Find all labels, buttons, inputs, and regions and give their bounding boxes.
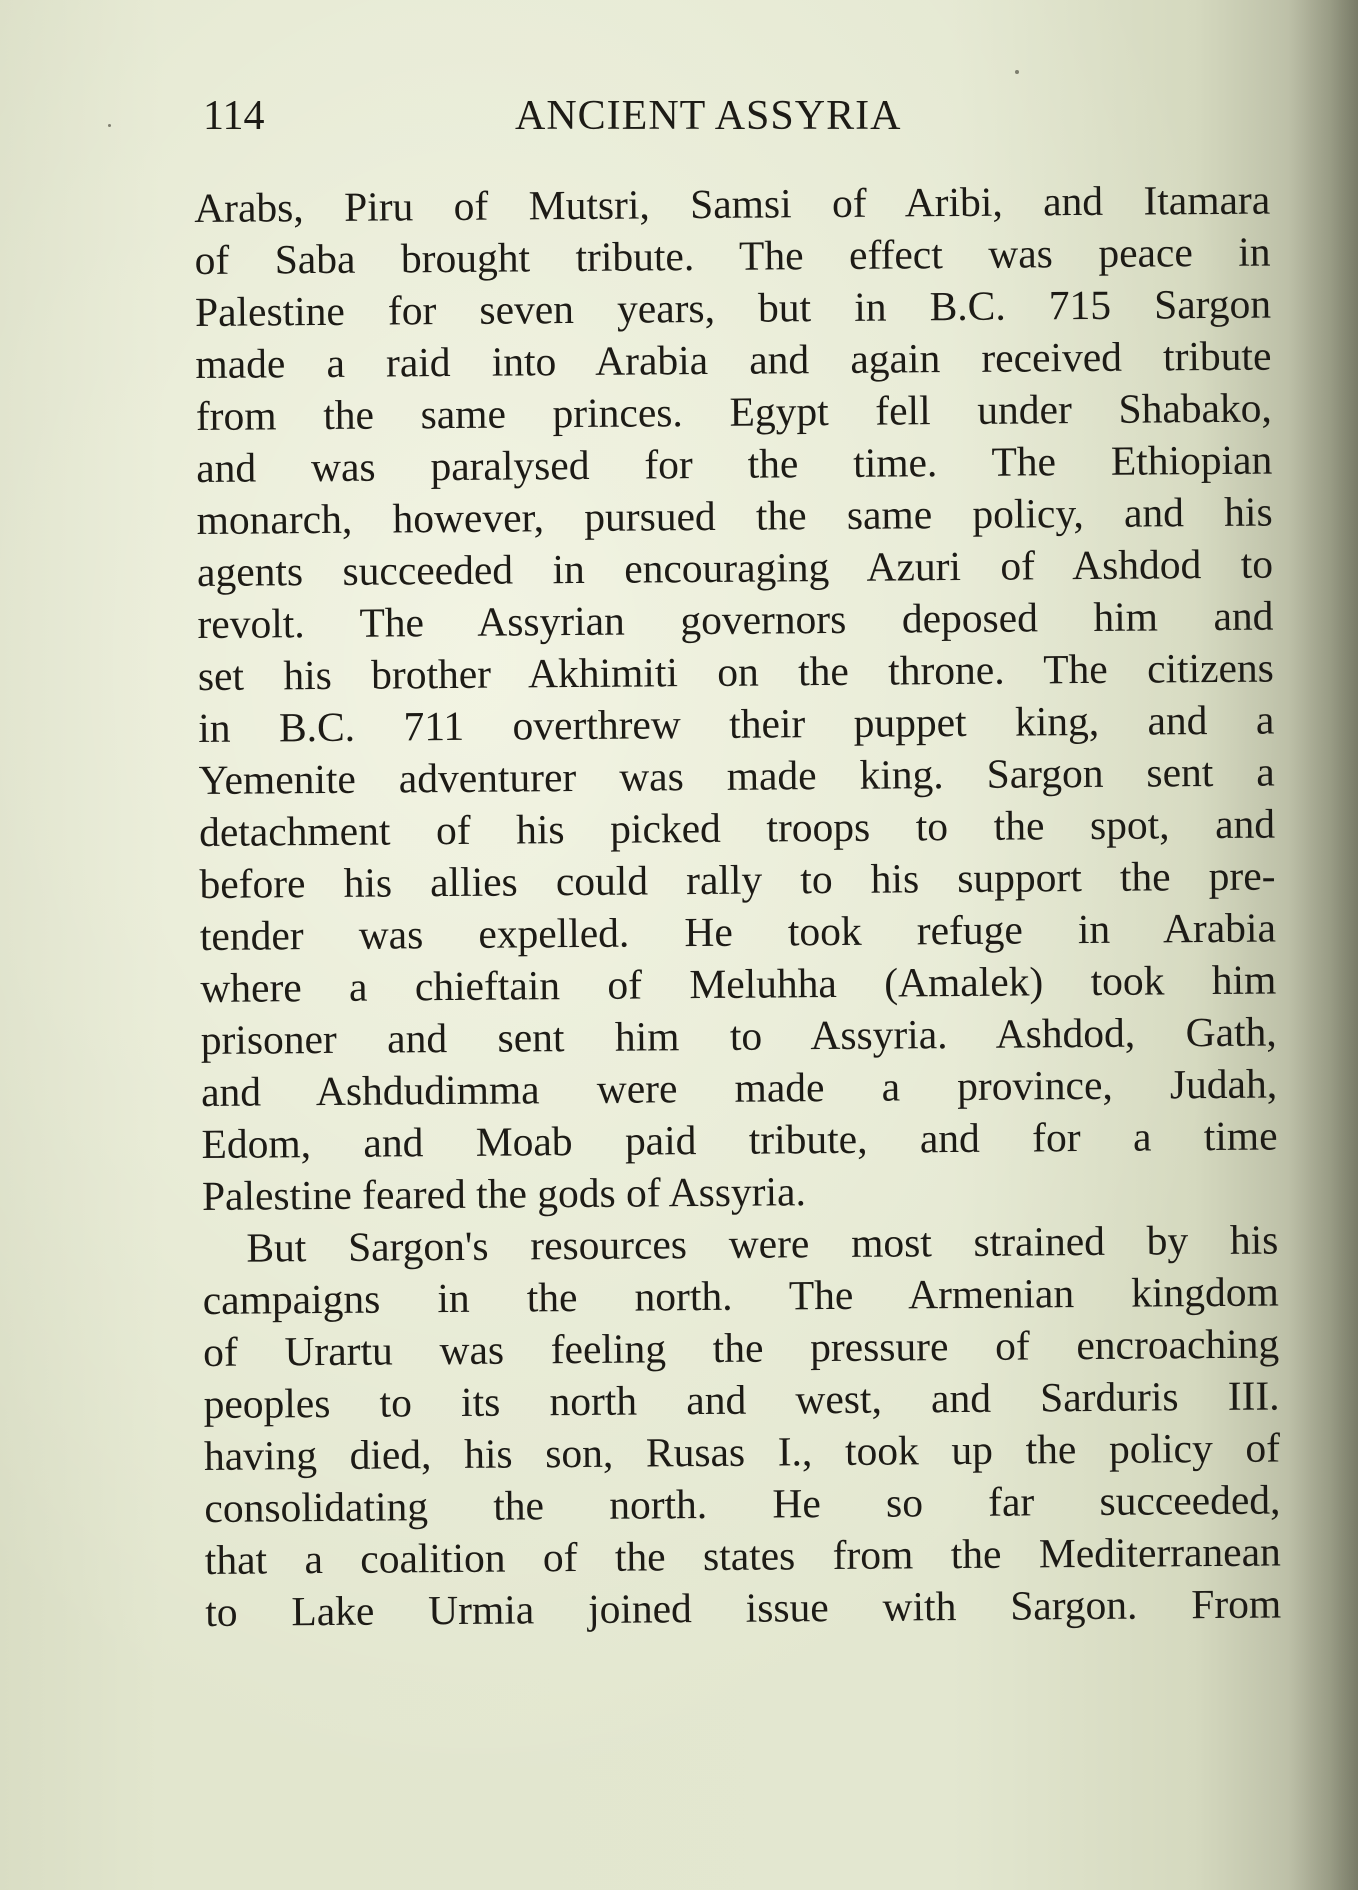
text-line: of Urartu was feeling the pressure of encroaching	[203, 1320, 1280, 1375]
text-line: Arabs, Piru of Mutsri, Samsi of Aribi, and Itamara	[194, 176, 1271, 231]
text-line: in B.C. 711 overthrew their puppet king, and a	[198, 696, 1275, 751]
paper-speck	[1015, 70, 1019, 74]
text-line: where a chieftain of Meluhha (Amalek) took him	[200, 956, 1277, 1011]
paragraph-end-line: Palestine feared the gods of Assyria.	[201, 1168, 807, 1219]
text-line: peoples to its north and west, and Sarduris III.	[203, 1372, 1280, 1427]
page-number: 114	[203, 93, 265, 139]
text-line: campaigns in the north. The Armenian kingdom	[202, 1268, 1279, 1323]
text-line: agents succeeded in encouraging Azuri of Ashdod to	[196, 540, 1274, 595]
text-line: detachment of his picked troops to the spot, and	[198, 800, 1276, 855]
binding-shadow	[1288, 0, 1358, 1890]
running-header	[203, 86, 1269, 146]
text-line: tender was expelled. He took refuge in Arabia	[199, 904, 1277, 959]
text-line: Edom, and Moab paid tribute, and for a time	[201, 1112, 1278, 1167]
text-line: and Ashdudimma were made a province, Judah,	[200, 1060, 1278, 1115]
text-line: set his brother Akhimiti on the throne. The citizens	[197, 644, 1275, 699]
text-line: revolt. The Assyrian governors deposed him and	[197, 592, 1274, 647]
text-line: of Saba brought tribute. The effect was peace in	[194, 228, 1271, 283]
text-line: before his allies could rally to his support the pre-	[199, 852, 1276, 907]
text-line: that a coalition of the states from the Mediterranean	[204, 1528, 1281, 1583]
paragraph-start-line: But Sargon's resources were most strained by his	[246, 1216, 1279, 1271]
paper-speck	[108, 124, 111, 127]
text-line: to Lake Urmia joined issue with Sargon. From	[205, 1580, 1282, 1635]
running-title: ANCIENT ASSYRIA	[515, 93, 902, 139]
text-line: made a raid into Arabia and again received tribute	[195, 332, 1272, 387]
text-line: and was paralysed for the time. The Ethiopian	[196, 436, 1273, 491]
text-line: consolidating the north. He so far succeeded,	[204, 1476, 1281, 1531]
text-line: Yemenite adventurer was made king. Sargon sent a	[198, 748, 1275, 803]
text-line: monarch, however, pursued the same policy, and his	[196, 488, 1273, 543]
text-line: Palestine for seven years, but in B.C. 715 Sargon	[194, 280, 1272, 335]
text-line: from the same princes. Egypt fell under Shabako,	[195, 384, 1272, 439]
text-line: prisoner and sent him to Assyria. Ashdod, Gath,	[200, 1008, 1277, 1063]
body-text	[194, 174, 1281, 1638]
text-line: having died, his son, Rusas I., took up the policy of	[203, 1424, 1281, 1479]
